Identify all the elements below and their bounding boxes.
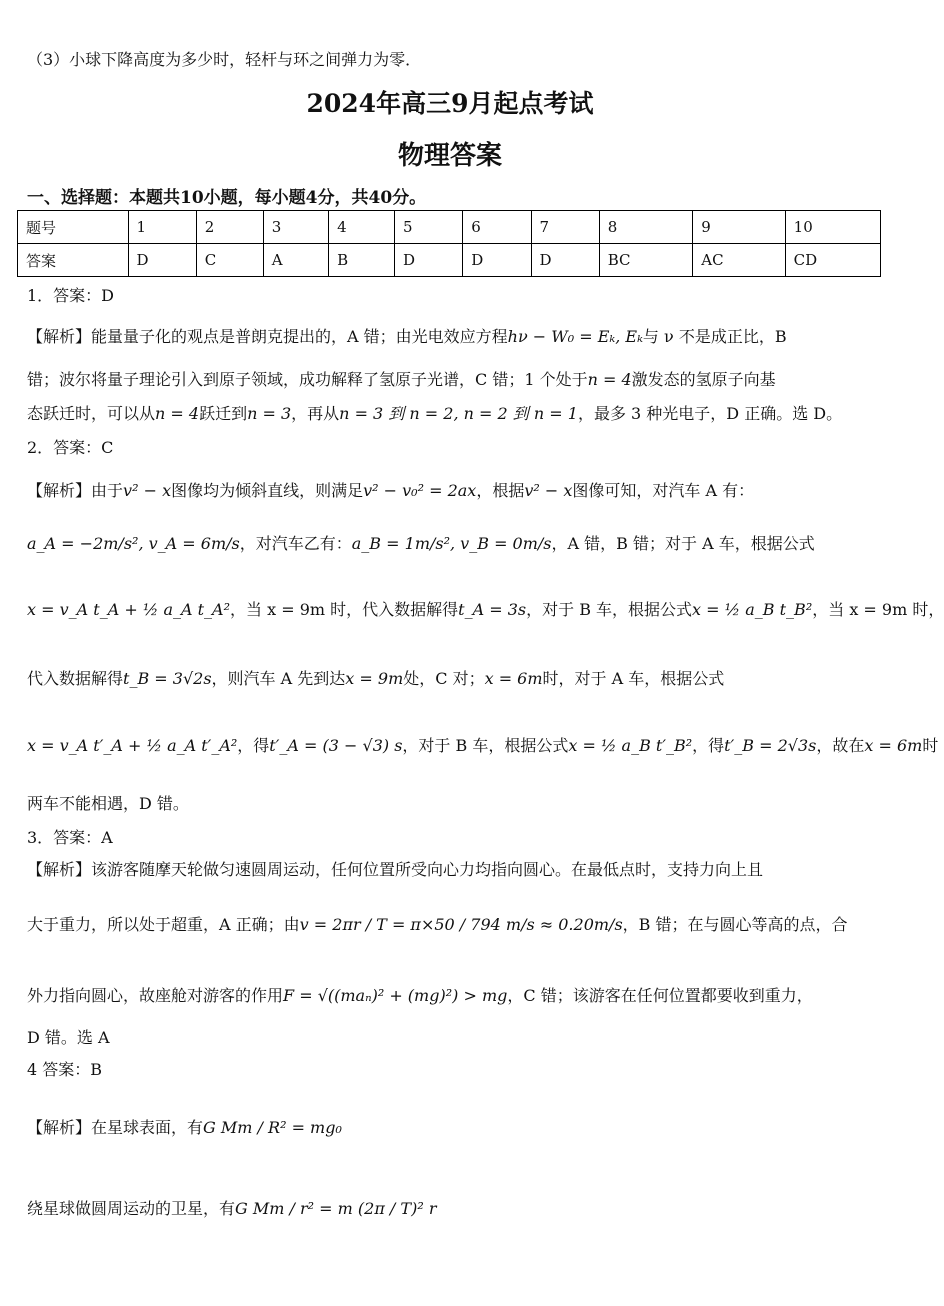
table-number-cell: 1	[128, 211, 196, 244]
table-number-cell: 7	[531, 211, 599, 244]
table-answer-cell: B	[329, 244, 395, 277]
formula: n = 3 到 n = 2, n = 2 到 n = 1	[339, 404, 578, 423]
q3-explanation-line1: 【解析】该游客随摩天轮做匀速圆周运动，任何位置所受向心力均指向圆心。在最低点时，支持力向上且	[27, 860, 764, 879]
q1-explanation-line3: 态跃迁时，可以从n = 4跃迁到n = 3，再从n = 3 到 n = 2, n = 2 到 n = 1，最多 3 种光电子，D 正确。选 D。	[27, 404, 843, 423]
formula: x = 9m	[345, 669, 404, 688]
formula: x = ½ a_B t′_B²	[568, 736, 693, 755]
intro-question: （3）小球下降高度为多少时，轻杆与环之间弹力为零．	[27, 50, 422, 69]
q3-explanation-line4: D 错。选 A	[27, 1028, 110, 1047]
formula: v² − x	[524, 481, 573, 500]
table-header-label: 题号	[18, 211, 129, 244]
formula: v = 2πr / T = π×50 / 794 m/s ≈ 0.20m/s	[299, 915, 623, 934]
table-number-cell: 6	[463, 211, 531, 244]
q3-answer: 3．答案：A	[27, 828, 113, 847]
formula: hν − W₀ = Eₖ, Eₖ	[507, 327, 643, 346]
table-answer-cell: D	[395, 244, 463, 277]
table-number-cell: 9	[693, 211, 785, 244]
formula: n = 4	[587, 370, 632, 389]
table-answer-cell: C	[196, 244, 263, 277]
formula: x = v_A t′_A + ½ a_A t′_A²	[27, 736, 238, 755]
exam-title: 2024年高三9月起点考试	[306, 89, 594, 118]
q2-explanation-line6: 两车不能相遇，D 错。	[27, 794, 189, 813]
q2-explanation-line1: 【解析】由于v² − x图像均为倾斜直线，则满足v² − v₀² = 2ax，根据v² − x图像可知，对汽车 A 有：	[27, 481, 755, 500]
table-number-cell: 3	[263, 211, 328, 244]
formula: x = 6m	[484, 669, 543, 688]
q3-explanation-line3: 外力指向圆心，故座舱对游客的作用F = √((maₙ)² + (mg)²) > mg，C 错；该游客在任何位置都要收到重力，	[27, 986, 813, 1005]
explanation-label: 【解析】	[27, 860, 92, 879]
formula: a_A = −2m/s², v_A = 6m/s	[27, 534, 240, 553]
answer-table-number-row	[18, 211, 881, 244]
table-answer-cell: AC	[693, 244, 785, 277]
formula: n = 4	[155, 404, 200, 423]
formula: G Mm / r² = m (2π / T)² r	[235, 1199, 437, 1218]
q4-explanation-line2: 绕星球做圆周运动的卫星，有G Mm / r² = m (2π / T)² r	[27, 1199, 437, 1218]
q3-explanation-line2: 大于重力，所以处于超重，A 正确；由v = 2πr / T = π×50 / 794 m/s ≈ 0.20m/s，B 错；在与圆心等高的点，合	[27, 915, 848, 934]
subject-title: 物理答案	[397, 141, 502, 171]
explanation-label: 【解析】	[27, 481, 92, 500]
formula: G Mm / R² = mg₀	[203, 1118, 342, 1137]
table-answer-cell: D	[531, 244, 599, 277]
formula: x = 6m	[864, 736, 923, 755]
formula: F = √((maₙ)² + (mg)²) > mg	[283, 986, 508, 1005]
formula: t′_B = 2√3s	[724, 736, 817, 755]
table-number-cell: 4	[329, 211, 395, 244]
table-answer-cell: D	[463, 244, 531, 277]
q2-explanation-line4: 代入数据解得t_B = 3√2s，则汽车 A 先到达x = 9m处，C 对；x = 6m时，对于 A 车，根据公式	[27, 669, 725, 688]
q1-explanation-line1: 【解析】能量量子化的观点是普朗克提出的，A 错；由光电效应方程hν − W₀ = Eₖ, Eₖ与 ν 不是成正比，B	[27, 327, 787, 346]
explanation-label: 【解析】	[27, 1118, 92, 1137]
table-number-cell: 2	[196, 211, 263, 244]
table-answer-cell: D	[128, 244, 196, 277]
q1-explanation-line2: 错；波尔将量子理论引入到原子领域，成功解释了氢原子光谱，C 错；1 个处于n = 4激发态的氢原子向基	[27, 370, 776, 389]
q2-answer: 2．答案：C	[27, 438, 114, 457]
section1-heading: 一、选择题：本题共10小题，每小题4分，共40分。	[27, 188, 427, 208]
table-number-cell: 5	[395, 211, 463, 244]
q2-explanation-line2: a_A = −2m/s², v_A = 6m/s，对汽车乙有：a_B = 1m/s², v_B = 0m/s，A 错，B 错；对于 A 车，根据公式	[27, 534, 815, 553]
answer-table	[17, 210, 881, 277]
answer-table-answer-row	[18, 244, 881, 277]
formula: v² − v₀² = 2ax	[363, 481, 477, 500]
table-answer-cell: A	[263, 244, 328, 277]
formula: n = 3	[247, 404, 292, 423]
q4-answer: 4 答案：B	[27, 1060, 103, 1079]
q2-explanation-line5: x = v_A t′_A + ½ a_A t′_A²，得t′_A = (3 − √3) s，对于 B 车，根据公式x = ½ a_B t′_B²，得t′_B = 2√3s，故在x = 6m时	[27, 736, 939, 755]
q4-explanation-line1: 【解析】在星球表面，有G Mm / R² = mg₀	[27, 1118, 342, 1137]
formula: t_A = 3s	[458, 600, 527, 619]
table-answer-label: 答案	[18, 244, 129, 277]
q2-explanation-line3: x = v_A t_A + ½ a_A t_A²，当 x = 9m 时，代入数据解得t_A = 3s，对于 B 车，根据公式x = ½ a_B t_B²，当 x = 9m 时，	[27, 600, 944, 619]
formula: x = ½ a_B t_B²	[692, 600, 813, 619]
formula: a_B = 1m/s², v_B = 0m/s	[351, 534, 552, 553]
table-number-cell: 10	[785, 211, 880, 244]
table-answer-cell: BC	[599, 244, 693, 277]
formula: t′_A = (3 − √3) s	[269, 736, 403, 755]
table-answer-cell: CD	[785, 244, 880, 277]
formula: x = v_A t_A + ½ a_A t_A²	[27, 600, 231, 619]
explanation-label: 【解析】	[27, 327, 92, 346]
q1-answer: 1．答案：D	[27, 286, 115, 305]
formula: v² − x	[123, 481, 172, 500]
table-number-cell: 8	[599, 211, 693, 244]
formula: t_B = 3√2s	[123, 669, 212, 688]
